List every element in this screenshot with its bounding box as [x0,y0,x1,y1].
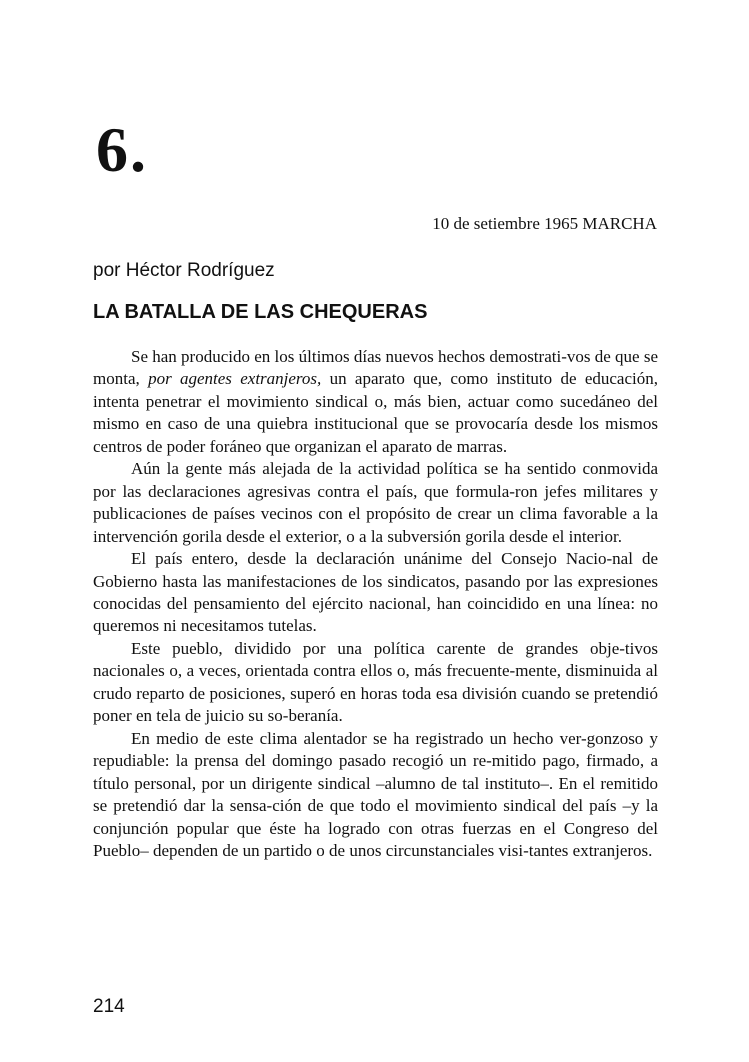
paragraph: Aún la gente más alejada de la actividad política se ha sentido conmovida por las declaraciones agresivas contra el país, que formula-ron jefes militares y publicaciones de países vecinos con el propósito de crear un clima favorable a la intervención gorila desde el exterior, o a la subversión gorila desde el interior. [93,459,658,546]
chapter-number: 6. [96,114,148,185]
page-number: 214 [93,996,125,1017]
paragraph: Este pueblo, dividido por una política carente de grandes obje-tivos nacionales o, a veces, orientada contra ellos o, más frecuente-mente, disminuida al crudo reparto de posiciones, superó en horas toda esa división cuando se pretendió poner en tela de juicio su so-beranía. [93,638,658,726]
article-body [93,346,658,862]
article-title: LA BATALLA DE LAS CHEQUERAS [93,301,428,323]
paragraph-text: Se han producido en los últimos días nuevos hechos demostrati-vos de que se monta, [93,347,658,389]
dateline: 10 de setiembre 1965 MARCHA [432,214,657,233]
byline: por Héctor Rodríguez [93,260,275,281]
paragraph: En medio de este clima alentador se ha registrado un hecho ver-gonzoso y repudiable: la prensa del domingo pasado recogió un re-mitido pago, firmado, a título personal, por un dirigente sindical –alumno de tal instituto–. En el remitido se pretendió dar la sensa-ción de que todo el movimiento sindical del país –y la conjunción popular que éste ha logrado con otras fuerzas en el Congreso del Pueblo– dependen de un partido o de unos circunstanciales visi-tantes extranjeros. [93,728,658,860]
emphasis-text: por agentes extranjeros, [148,369,322,389]
paragraph [93,346,658,458]
paragraph: El país entero, desde la declaración unánime del Consejo Nacio-nal de Gobierno hasta las manifestaciones de los sindicatos, pasando por las expresiones conocidas del pensamiento del ejército nacional, han coincidido en una línea: no queremos ni necesitamos tutelas. [93,549,658,636]
paragraph-text: un aparato que, como instituto de educación, intenta penetrar el movimiento sindical o, más bien, actuar como sucedáneo del mismo en caso de una quiebra institucional que se provocaría desde los mismos centros de poder foráneo que organizan el aparato de marras. [93,369,658,456]
